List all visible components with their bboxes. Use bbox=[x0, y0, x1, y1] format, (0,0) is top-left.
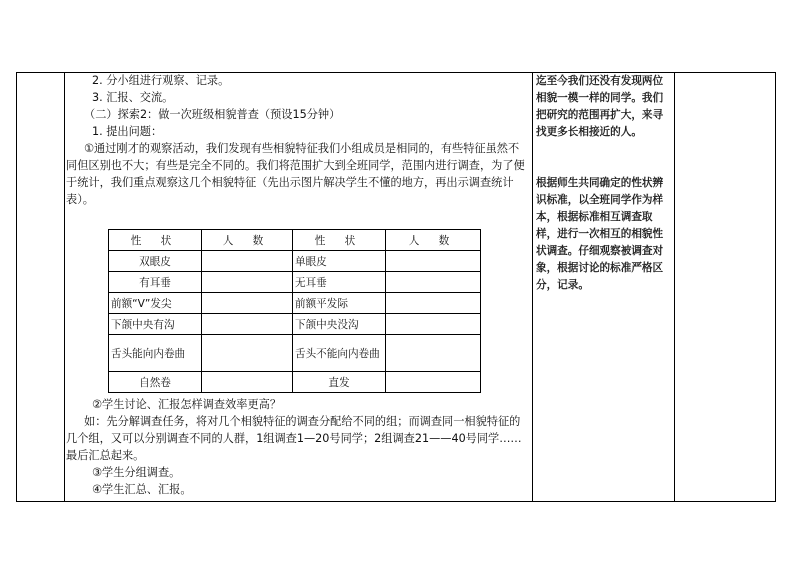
survey-row bbox=[109, 372, 481, 393]
raise-question-heading: 1. 提出问题： bbox=[92, 125, 163, 138]
count-cell[interactable] bbox=[386, 372, 481, 393]
count-cell[interactable] bbox=[386, 272, 481, 293]
count-cell[interactable] bbox=[386, 293, 481, 314]
design-note-2: 根据师生共同确定的性状辨识标准，以全班同学作为样本，根据标准相互调查取样，进行一次相互的相貌性状调查。仔细观察被调查对象，根据讨论的标准严格区分，记录。 bbox=[536, 177, 664, 291]
count-cell[interactable] bbox=[202, 314, 293, 335]
trait-cell: 有耳垂 bbox=[109, 272, 202, 293]
count-cell[interactable] bbox=[386, 314, 481, 335]
count-cell[interactable] bbox=[386, 251, 481, 272]
header-trait-1: 性 状 bbox=[109, 230, 202, 251]
survey-header-row bbox=[109, 230, 481, 251]
header-count-1: 人 数 bbox=[202, 230, 293, 251]
trait-cell: 直发 bbox=[293, 372, 386, 393]
header-count-2: 人 数 bbox=[386, 230, 481, 251]
main-content-lower bbox=[66, 396, 530, 498]
trait-cell: 舌头能向内卷曲 bbox=[109, 335, 202, 372]
trait-cell: 双眼皮 bbox=[109, 251, 202, 272]
survey-row bbox=[109, 251, 481, 272]
survey-row bbox=[109, 335, 481, 372]
table-divider-1 bbox=[64, 73, 65, 501]
count-cell[interactable] bbox=[202, 335, 293, 372]
trait-cell: 前额“V”发尖 bbox=[109, 293, 202, 314]
trait-cell: 无耳垂 bbox=[293, 272, 386, 293]
observation-paragraph: ①通过刚才的观察活动，我们发现有些相貌特征我们小组成员是相同的，有些特征虽然不同但区别也不大；有些是完全不同的。我们将范围扩大到全班同学，范围内进行调查，为了便于统计，我们重点观察这几个相貌特征（先出示图片解决学生不懂的地方，再出示调查统计表）。 bbox=[66, 142, 525, 206]
table-border-right bbox=[775, 73, 776, 501]
trait-cell: 下颌中央没沟 bbox=[293, 314, 386, 335]
design-note-1: 迄至今我们还没有发现两位相貌一模一样的同学。我们把研究的范围再扩大，来寻找更多长相接近的人。 bbox=[536, 75, 664, 138]
trait-cell: 单眼皮 bbox=[293, 251, 386, 272]
table-border-left bbox=[16, 73, 17, 501]
count-cell[interactable] bbox=[202, 272, 293, 293]
survey-row bbox=[109, 314, 481, 335]
header-trait-2: 性 状 bbox=[293, 230, 386, 251]
survey-row bbox=[109, 293, 481, 314]
table-divider-3 bbox=[674, 73, 675, 501]
count-cell[interactable] bbox=[202, 293, 293, 314]
table-divider-2 bbox=[532, 73, 533, 501]
step-2-text: 2. 分小组进行观察、记录。 bbox=[92, 74, 230, 87]
count-cell[interactable] bbox=[202, 251, 293, 272]
example-paragraph: 如：先分解调查任务，将对几个相貌特征的调查分配给不同的组；而调查同一相貌特征的几个组，又可以分别调查不同的人群，1组调查1—20号同学；2组调查21——40号同学……最后汇总起来。 bbox=[66, 415, 522, 462]
count-cell[interactable] bbox=[202, 372, 293, 393]
design-notes-column bbox=[536, 73, 672, 304]
survey-table bbox=[108, 229, 481, 393]
survey-row bbox=[109, 272, 481, 293]
explore-2-heading: （二）探索2：做一次班级相貌普查（预设15分钟） bbox=[84, 108, 341, 121]
trait-cell: 前额平发际 bbox=[293, 293, 386, 314]
discussion-question: ②学生讨论、汇报怎样调查效率更高？ bbox=[92, 398, 282, 411]
trait-cell: 下颌中央有沟 bbox=[109, 314, 202, 335]
trait-cell: 自然卷 bbox=[109, 372, 202, 393]
count-cell[interactable] bbox=[386, 335, 481, 372]
group-survey-step: ③学生分组调查。 bbox=[92, 466, 181, 479]
trait-cell: 舌头不能向内卷曲 bbox=[293, 335, 386, 372]
main-content bbox=[66, 72, 530, 208]
summary-report-step: ④学生汇总、汇报。 bbox=[92, 483, 192, 496]
step-3-text: 3. 汇报、交流。 bbox=[92, 91, 174, 104]
